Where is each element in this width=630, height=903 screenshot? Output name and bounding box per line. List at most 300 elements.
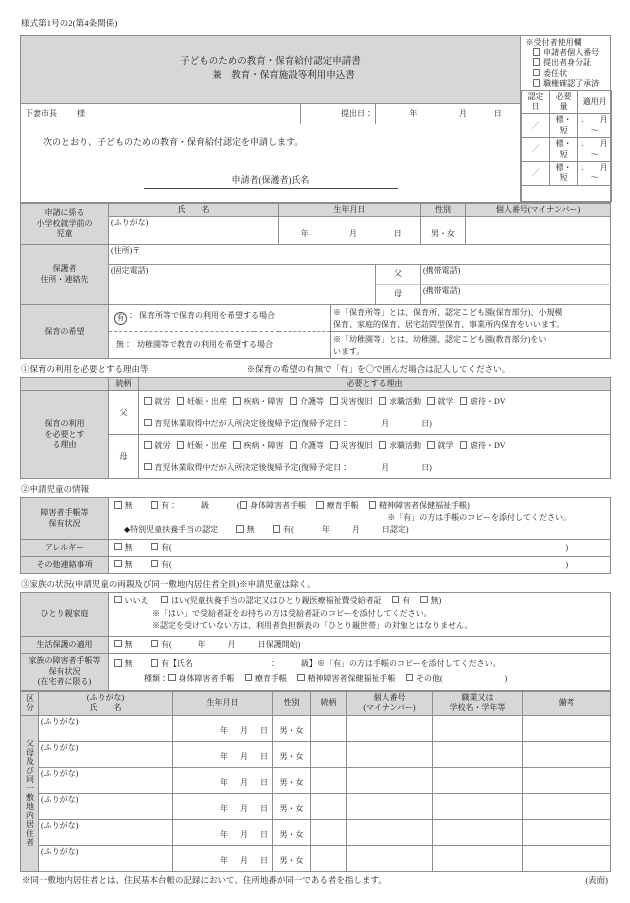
checkbox-icon[interactable]	[114, 560, 122, 568]
care-wish-yes-note-l1: ※「保育所等」とは、保育所、認定こども園(保育部分)、小規模	[333, 308, 563, 318]
checkbox-icon[interactable]	[240, 501, 248, 509]
family-name-input[interactable]	[39, 845, 173, 871]
guardian-label-l1: 保護者	[52, 264, 77, 274]
receipt-check-1-label: 提出者身分証	[543, 58, 592, 68]
allowance-month[interactable]: 月	[351, 525, 360, 535]
receipt-row-0-amount[interactable]: 標・短	[550, 114, 578, 138]
checkbox-icon[interactable]	[297, 674, 305, 682]
family-mynumber-input[interactable]	[347, 793, 433, 819]
family-col-relation: 続柄	[311, 691, 347, 715]
fd-other-label: その他(	[416, 673, 443, 683]
family-dob-year: 年	[220, 804, 228, 814]
father-reason-1[interactable]	[177, 397, 228, 406]
allergy-cell	[109, 540, 611, 557]
receipt-row	[522, 114, 612, 138]
child-mynumber-input[interactable]	[466, 217, 611, 245]
family-dob-year: 年	[220, 752, 228, 762]
allergy-yes-label: 有(	[161, 542, 172, 552]
family-occupation-input[interactable]	[433, 741, 523, 767]
family-disability-cell	[109, 654, 611, 691]
family-dob-month: 月	[240, 830, 248, 840]
guardian-landline-input[interactable]	[109, 265, 376, 305]
checkbox-icon[interactable]	[392, 596, 400, 604]
mother-reason-0[interactable]	[144, 441, 171, 450]
family-occupation-input[interactable]	[433, 715, 523, 741]
family-dob-year: 年	[220, 778, 228, 788]
family-dob-input[interactable]	[173, 845, 273, 871]
father-reason-2[interactable]	[233, 397, 284, 406]
checkbox-icon[interactable]	[144, 397, 152, 405]
family-dob-day: 日	[260, 804, 268, 814]
disability-type-2-label: 精神障害者保健福祉手帳	[379, 501, 468, 511]
disability-none-label: 無	[124, 501, 133, 511]
receipt-check-1[interactable]	[533, 58, 610, 68]
other-contact-label: その他連絡事項	[21, 557, 109, 574]
family-occupation-input[interactable]	[433, 767, 523, 793]
mother-reason-4[interactable]	[330, 441, 373, 450]
mother-leave-row[interactable]	[139, 457, 611, 479]
mother-reason-5-label: 求職活動	[389, 441, 421, 451]
checkbox-icon[interactable]	[533, 79, 541, 87]
family-col-name	[39, 691, 173, 715]
sp-no-label: いいえ	[124, 595, 149, 605]
section2-disability-label-l1: 障害者手帳等	[40, 508, 89, 518]
sp-yes[interactable]	[161, 596, 382, 605]
mother-reason-2[interactable]	[233, 441, 284, 450]
checkbox-icon[interactable]	[151, 640, 159, 648]
disability-types-open: (	[237, 501, 240, 511]
applicant-info-table	[20, 203, 611, 360]
family-dob-input[interactable]	[173, 767, 273, 793]
family-col-mynumber	[347, 691, 433, 715]
fd-note: ※「有」の方は手帳のコピーを添付してください。	[317, 659, 501, 669]
family-mynumber-input[interactable]	[347, 845, 433, 871]
care-wish-no-option[interactable]	[109, 332, 331, 359]
mother-reason-3-label: 介護等	[300, 441, 324, 451]
receipt-row	[522, 161, 612, 185]
mother-leave-day[interactable]: 日)	[421, 462, 432, 472]
checkbox-icon[interactable]	[406, 674, 414, 682]
receipt-row-2-amount[interactable]: 標・短	[550, 161, 578, 185]
fd-yes-label: 有【氏名	[161, 659, 193, 669]
checkbox-icon[interactable]	[330, 441, 338, 449]
allowance-none-label: 無	[246, 525, 255, 535]
guardian-father-mobile-input[interactable]	[421, 265, 611, 285]
child-dob-year[interactable]: 年	[279, 217, 331, 245]
checkbox-icon[interactable]	[290, 397, 298, 405]
receipt-check-3[interactable]	[533, 79, 610, 89]
checkbox-icon[interactable]	[144, 419, 152, 427]
checkbox-icon[interactable]	[379, 441, 387, 449]
applicant-name-label[interactable]: 申請者(保護者)氏名	[144, 175, 398, 189]
father-leave-text: 育児休業取得中だが入所決定後復帰予定(復帰予定日：	[154, 418, 350, 428]
checkbox-icon[interactable]	[177, 397, 185, 405]
family-remarks-input[interactable]	[523, 715, 611, 741]
guardian-address-input[interactable]	[109, 245, 611, 265]
addressee-cell	[21, 104, 301, 124]
family-relation-input[interactable]	[311, 715, 347, 741]
family-relation-input[interactable]	[311, 845, 347, 871]
fd-kind-2[interactable]	[297, 674, 396, 683]
disability-type-1-label: 療育手帳	[326, 501, 359, 511]
family-disability-label-l3: (在宅者に限る)	[37, 677, 92, 687]
checkbox-icon[interactable]	[114, 501, 122, 509]
checkbox-icon[interactable]	[533, 69, 541, 77]
father-reason-3[interactable]	[290, 397, 325, 406]
sp-note2: ※認定を受けていない方は、利用者負担額表の「ひとり親世帯」の対象とはなりません。	[152, 621, 473, 631]
family-mynumber-input[interactable]	[347, 715, 433, 741]
family-gender-value[interactable]: 男・女	[273, 715, 311, 741]
footer-side-label: (表面)	[585, 874, 608, 885]
disability-line1	[114, 500, 607, 512]
checkbox-icon[interactable]	[114, 543, 122, 551]
fd-kind-0-label: 身体障害者手帳	[178, 673, 235, 683]
father-reason-5[interactable]	[379, 397, 422, 406]
checkbox-icon[interactable]	[427, 441, 435, 449]
welfare-none[interactable]	[114, 640, 133, 649]
father-reason-6[interactable]	[427, 397, 454, 406]
checkbox-icon[interactable]	[533, 48, 541, 56]
sp-have-label: 有	[402, 595, 411, 605]
receipt-col-month: 適用月	[578, 90, 612, 114]
family-name-input[interactable]	[39, 819, 173, 845]
submit-month[interactable]: 月	[451, 104, 476, 124]
checkbox-icon[interactable]	[168, 674, 176, 682]
family-occupation-input[interactable]	[433, 819, 523, 845]
family-relation-input[interactable]	[311, 793, 347, 819]
allowance-year[interactable]: 年	[321, 525, 330, 535]
checkbox-icon[interactable]	[114, 596, 122, 604]
header-table	[20, 35, 611, 203]
allergy-none-label: 無	[124, 542, 133, 552]
receipt-col-date: 認定日	[522, 90, 550, 114]
mother-reason-6[interactable]	[427, 441, 454, 450]
receipt-check-3-label: 職権確認了承済	[543, 79, 600, 89]
table-row	[21, 793, 611, 819]
sp-nothave[interactable]	[420, 596, 441, 605]
statement-text: 次のとおり、子どものための教育・保育給付認定を申請します。	[21, 124, 521, 157]
disability-type-2[interactable]	[369, 501, 468, 510]
checkbox-icon[interactable]	[161, 596, 169, 604]
checkbox-icon[interactable]	[233, 441, 241, 449]
allergy-label: アレルギー	[21, 540, 109, 557]
mother-reason-7-label: 虐待・DV	[470, 441, 506, 451]
family-dob-input[interactable]	[173, 741, 273, 767]
section1-row-label-l1: 保育の利用	[44, 419, 85, 429]
receipt-check-0-label: 申請者個人番号	[543, 48, 600, 58]
welfare-day[interactable]: 日保護開始)	[257, 639, 301, 649]
family-remarks-input[interactable]	[523, 819, 611, 845]
mother-leave-month[interactable]: 月	[381, 462, 390, 472]
family-remarks-input[interactable]	[523, 793, 611, 819]
allowance-yes[interactable]	[273, 525, 294, 534]
family-dob-month: 月	[240, 856, 248, 866]
section1-note: ※保育の希望の有無で「有」を〇で囲んだ場合は記入してください。	[246, 364, 511, 375]
family-relation-input[interactable]	[311, 819, 347, 845]
family-furigana: (ふりがな)	[41, 794, 79, 804]
family-col-name-l1: (ふりがな)	[86, 692, 125, 702]
father-leave-month[interactable]: 月	[381, 418, 390, 428]
checkbox-icon[interactable]	[144, 463, 152, 471]
family-dob-month: 月	[240, 804, 248, 814]
addressee-honorific: 様	[77, 108, 85, 118]
checkbox-icon[interactable]	[533, 58, 541, 66]
child-col-dob: 生年月日	[279, 203, 421, 216]
father-reason-checkboxes	[139, 391, 611, 413]
single-parent-cell	[109, 592, 611, 636]
care-wish-yes-colon: ：	[127, 311, 135, 321]
checkbox-icon[interactable]	[151, 560, 159, 568]
table-row	[21, 845, 611, 871]
family-relation-input[interactable]	[311, 767, 347, 793]
checkbox-icon[interactable]	[151, 659, 159, 667]
father-reason-4[interactable]	[330, 397, 373, 406]
family-col-division-text: 区分	[25, 694, 35, 713]
child-row-label-l2: 小学校就学前の	[36, 218, 93, 228]
checkbox-icon[interactable]	[427, 397, 435, 405]
father-reason-2-label: 疾病・障害	[243, 397, 284, 407]
welfare-month[interactable]: 月	[227, 639, 236, 649]
child-dob-month[interactable]: 月	[331, 217, 376, 245]
welfare-yes[interactable]	[151, 640, 172, 649]
receipt-row-2-month[interactable]: . 月～	[578, 161, 612, 185]
child-name-input[interactable]	[109, 217, 279, 245]
footer-note: ※同一敷地内居住者とは、住民基本台帳の記録において、住所地番が同一である者を指します。	[22, 874, 387, 885]
family-dob-month: 月	[240, 726, 248, 736]
fd-colon: ：	[269, 659, 277, 669]
section2-disability-cell	[109, 498, 611, 540]
disability-grade[interactable]: 級	[201, 501, 209, 511]
fd-none-label: 無	[124, 659, 133, 669]
family-dob-input[interactable]	[173, 819, 273, 845]
sp-no[interactable]	[114, 596, 149, 605]
checkbox-icon[interactable]	[151, 543, 159, 551]
fd-kind-label: 種類：	[144, 673, 168, 683]
fd-kind-2-label: 精神障害者保健福祉手帳	[307, 673, 396, 683]
family-relation-input[interactable]	[311, 741, 347, 767]
family-col-dob: 生年月日	[173, 691, 273, 715]
checkbox-icon[interactable]	[316, 501, 324, 509]
disability-yes[interactable]	[151, 501, 178, 510]
submit-year[interactable]: 年	[376, 104, 451, 124]
other-yes[interactable]	[151, 560, 172, 569]
receipt-row-2-date[interactable]: ／	[522, 161, 550, 185]
receipt-col-amount: 必要量	[550, 90, 578, 114]
checkbox-icon[interactable]	[460, 441, 468, 449]
family-col-occupation	[433, 691, 523, 715]
checkbox-icon[interactable]	[379, 397, 387, 405]
family-dob-year: 年	[220, 830, 228, 840]
checkbox-icon[interactable]	[245, 674, 253, 682]
fd-line2	[114, 672, 607, 686]
allowance-none[interactable]	[236, 525, 255, 534]
family-remarks-input[interactable]	[523, 845, 611, 871]
other-close-paren: )	[565, 559, 568, 569]
allergy-yes[interactable]	[151, 543, 172, 552]
child-dob-day[interactable]: 日	[376, 217, 421, 245]
other-yes-label: 有(	[161, 559, 172, 569]
family-remarks-input[interactable]	[523, 767, 611, 793]
family-gender-value[interactable]: 男・女	[273, 741, 311, 767]
checkbox-icon[interactable]	[114, 659, 122, 667]
family-name-input[interactable]	[39, 793, 173, 819]
receipt-spacer	[522, 185, 612, 201]
care-wish-no-note	[331, 332, 611, 359]
father-reason-1-label: 妊娠・出産	[187, 397, 227, 407]
family-name-input[interactable]	[39, 741, 173, 767]
fd-yes[interactable]	[151, 659, 194, 668]
family-col-mynumber-l2: (マイナンバー)	[363, 703, 416, 713]
family-occupation-input[interactable]	[433, 845, 523, 871]
fd-none[interactable]	[114, 659, 133, 668]
mother-reason-3[interactable]	[290, 441, 325, 450]
guardian-landline-label: (固定電話)	[111, 266, 149, 276]
family-dob-input[interactable]	[173, 715, 273, 741]
section3-table	[20, 592, 611, 691]
guardian-father-label: 父	[376, 265, 421, 285]
section1-mother-label: 母	[109, 435, 139, 479]
section1-row-label-l2: を必要とす	[44, 429, 85, 439]
other-none[interactable]	[114, 560, 133, 569]
father-reason-7-label: 虐待・DV	[470, 397, 506, 407]
guardian-mother-mobile-input[interactable]	[421, 285, 611, 305]
checkbox-icon[interactable]	[233, 397, 241, 405]
fd-other[interactable]	[406, 674, 443, 683]
family-name-input[interactable]	[39, 715, 173, 741]
sp-nothave-label: 無)	[430, 595, 442, 605]
family-col-division	[21, 691, 39, 715]
family-dob-day: 日	[260, 778, 268, 788]
fd-other-close: )	[504, 673, 508, 683]
sp-have[interactable]	[392, 596, 411, 605]
family-col-occupation-l1: 職業又は	[461, 692, 494, 702]
mother-reason-1[interactable]	[177, 441, 228, 450]
father-leave-day[interactable]: 日)	[421, 418, 432, 428]
child-gender-value[interactable]: 男・女	[421, 217, 466, 245]
form-number: 様式第1号の2(第4条関係)	[21, 18, 118, 28]
family-gender-value[interactable]: 男・女	[273, 793, 311, 819]
checkbox-icon[interactable]	[369, 501, 377, 509]
submit-day[interactable]: 日	[476, 104, 521, 124]
section1-table	[20, 377, 611, 479]
care-wish-yes-text: 保育所等で保育の利用を希望する場合	[139, 311, 275, 321]
checkbox-icon[interactable]	[177, 441, 185, 449]
family-dob-input[interactable]	[173, 793, 273, 819]
family-mynumber-input[interactable]	[347, 741, 433, 767]
allergy-none[interactable]	[114, 543, 133, 552]
section2-disability-label-l2: 保有状況	[48, 518, 81, 528]
form-title-line2: 兼 教育・保育施設等利用申込書	[212, 71, 355, 82]
child-name-furigana: (ふりがな)	[111, 218, 149, 228]
family-name-input[interactable]	[39, 767, 173, 793]
checkbox-icon[interactable]	[151, 501, 159, 509]
receipt-row	[522, 138, 612, 162]
addressee-label: 下妻市長	[25, 108, 57, 118]
table-row	[21, 715, 611, 741]
family-remarks-input[interactable]	[523, 741, 611, 767]
checkbox-icon[interactable]	[144, 441, 152, 449]
family-furigana: (ふりがな)	[41, 768, 79, 778]
guardian-address-label: (住所)〒	[111, 246, 141, 256]
welfare-year[interactable]: 年	[197, 639, 206, 649]
disability-type-0[interactable]	[240, 501, 307, 510]
family-furigana: (ふりがな)	[41, 820, 79, 830]
father-reason-0[interactable]	[144, 397, 171, 406]
allowance-label: ◆特別児童扶養手当の認定	[124, 525, 219, 535]
family-mynumber-input[interactable]	[347, 767, 433, 793]
section1-col-relation: 続柄	[109, 378, 139, 391]
care-wish-no-mark: 無：	[116, 340, 132, 350]
family-gender-value[interactable]: 男・女	[273, 845, 311, 871]
checkbox-icon[interactable]	[290, 441, 298, 449]
receipt-row-0-month[interactable]: . 月～	[578, 114, 612, 138]
section1-row-label-l3: る理由	[52, 440, 77, 450]
fd-kind-1[interactable]	[245, 674, 288, 683]
disability-type-1[interactable]	[316, 501, 359, 510]
checkbox-icon[interactable]	[330, 397, 338, 405]
receipt-check-0[interactable]	[533, 48, 610, 58]
disability-none[interactable]	[114, 501, 133, 510]
mother-reason-6-label: 就学	[437, 441, 454, 451]
father-reason-0-label: 就労	[154, 397, 171, 407]
mother-reason-checkboxes	[139, 435, 611, 457]
footer	[20, 875, 610, 886]
receipt-row-1-date[interactable]: ／	[522, 138, 550, 162]
checkbox-icon[interactable]	[114, 640, 122, 648]
mother-reason-2-label: 疾病・障害	[243, 441, 284, 451]
allowance-day[interactable]: 日認定)	[381, 525, 409, 535]
welfare-yes-label: 有(	[161, 639, 172, 649]
receipt-row-1-month[interactable]: . 月～	[578, 138, 612, 162]
family-gender-value[interactable]: 男・女	[273, 767, 311, 793]
section1-heading: ①保育の利用を必要とする理由等	[21, 364, 149, 375]
receipt-row-0-date[interactable]: ／	[522, 114, 550, 138]
family-col-gender: 性別	[273, 691, 311, 715]
checkbox-icon[interactable]	[236, 525, 244, 533]
disability-yes-label: 有：	[161, 501, 177, 511]
fd-grade[interactable]: 級】	[301, 659, 317, 669]
welfare-label: 生活保護の適用	[21, 637, 109, 654]
family-dob-day: 日	[260, 830, 268, 840]
family-mynumber-input[interactable]	[347, 819, 433, 845]
section1-corner	[21, 378, 109, 391]
child-col-gender: 性別	[421, 203, 466, 216]
disability-line3	[114, 524, 607, 536]
guardian-label-l2: 住所・連絡先	[40, 274, 89, 284]
fd-kind-0[interactable]	[168, 674, 235, 683]
mother-reason-7[interactable]	[460, 441, 506, 450]
checkbox-icon[interactable]	[420, 596, 428, 604]
other-contact-cell	[109, 557, 611, 574]
table-row	[21, 767, 611, 793]
care-wish-yes-option[interactable]	[109, 305, 331, 332]
family-dob-year: 年	[220, 856, 228, 866]
family-col-remarks: 備考	[523, 691, 611, 715]
family-dob-day: 日	[260, 752, 268, 762]
mother-reason-5[interactable]	[379, 441, 422, 450]
checkbox-icon[interactable]	[273, 525, 281, 533]
mother-reason-1-label: 妊娠・出産	[187, 441, 227, 451]
father-leave-row[interactable]	[139, 413, 611, 435]
receipt-inner-table	[521, 36, 612, 202]
family-occupation-input[interactable]	[433, 793, 523, 819]
receipt-row-1-amount[interactable]: 標・短	[550, 138, 578, 162]
guardian-father-mobile-label: (携帯電話)	[423, 266, 461, 276]
father-reason-7[interactable]	[460, 397, 506, 406]
receipt-check-2[interactable]	[533, 69, 610, 79]
family-gender-value[interactable]: 男・女	[273, 819, 311, 845]
checkbox-icon[interactable]	[460, 397, 468, 405]
